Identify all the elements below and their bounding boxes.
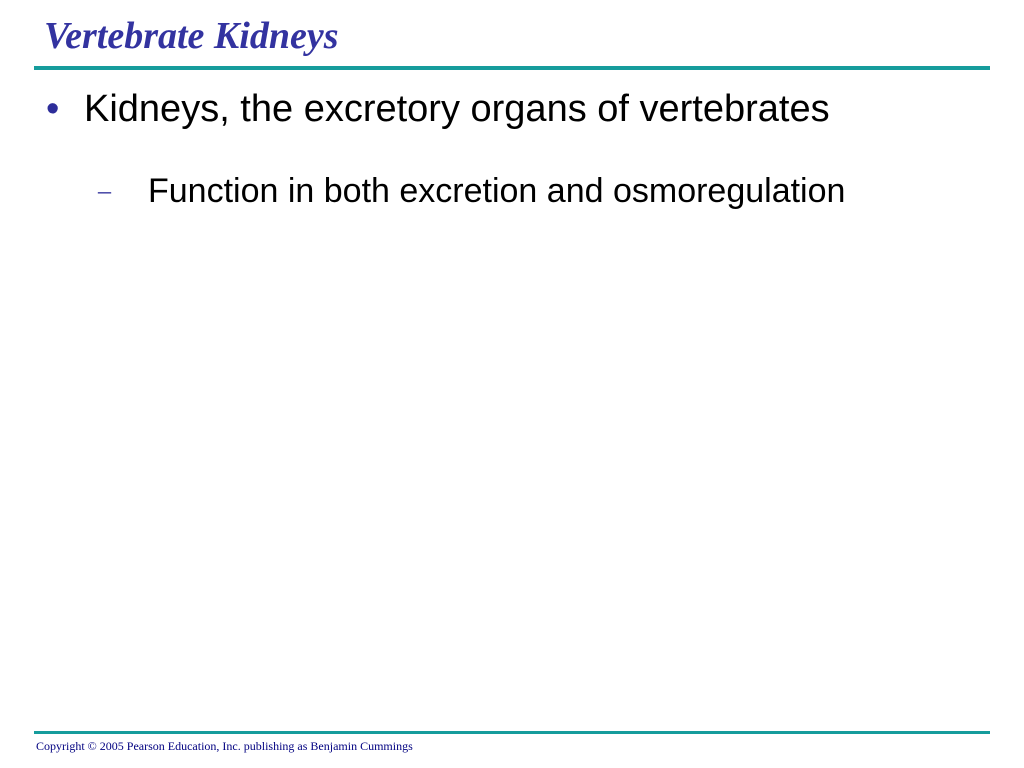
bullet-item — [46, 84, 986, 134]
sub-bullet-marker: – — [98, 176, 111, 205]
title-divider — [34, 66, 990, 70]
sub-bullet-text: Function in both excretion and osmoregulation — [148, 172, 846, 210]
bullet-marker: • — [46, 88, 60, 130]
slide-title: Vertebrate Kidneys — [44, 15, 339, 57]
footer-divider — [34, 731, 990, 734]
sub-bullet-item — [98, 168, 988, 214]
bullet-text: Kidneys, the excretory organs of vertebrates — [84, 88, 830, 130]
copyright-footer: Copyright © 2005 Pearson Education, Inc. publishing as Benjamin Cummings — [36, 739, 413, 753]
